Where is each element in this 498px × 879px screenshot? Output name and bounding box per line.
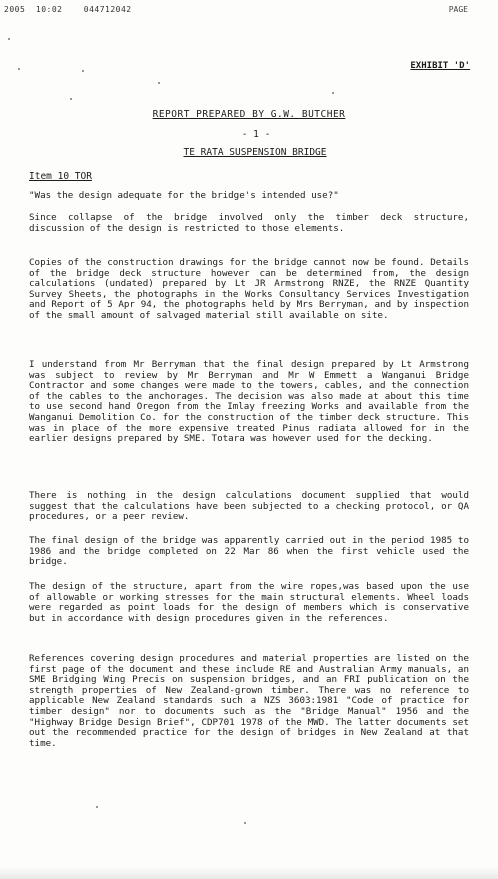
paragraph-question: "Was the design adequate for the bridge's intended use?" — [29, 190, 339, 201]
scan-speck — [96, 806, 98, 808]
scan-bottom-edge — [0, 867, 498, 879]
page-label: PAGE — [448, 5, 468, 14]
scan-speck — [244, 822, 246, 824]
paragraph: References covering design procedures and material properties are listed on the first page of the document and these include RE and Australian Army manuals, an SME Bridging Wing Precis on suspension bridges, and an FRI publication on the strength properties of New Zealand-grown timber. There was no reference to applicable New Zealand standards such a NZS 3603:1981 "Code of practice for timber design" nor to documents such as the "Bridge Manual" 1956 and the "Highway Bridge Design Brief", CDP701 1978 of the MWD. The latter documents set out the recommended practice for the design of bridges in New Zealand at that time. — [29, 653, 469, 749]
paragraph: Copies of the construction drawings for the bridge cannot now be found. Details of the bridge deck structure however can be determined from, the design calculations (undated) prepared by Lt JR Armstrong RNZE, the RNZE Quantity Survey Sheets, the photographs in the Works Consultancy Services Investigation and Report of 5 Apr 94, the photographs held by Mrs Berryman, and by inspection of the small amount of salvaged material still available on site. — [29, 257, 469, 321]
paragraph: The final design of the bridge was apparently carried out in the period 1985 to 1986 and the bridge completed on 22 Mar 86 when the first vehicle used the bridge. — [29, 535, 469, 568]
scan-speck — [18, 68, 20, 70]
page-number: - 1 - — [241, 129, 271, 140]
scan-speck — [158, 82, 160, 84]
item-heading: Item 10 TOR — [29, 171, 92, 182]
scan-speck — [70, 98, 72, 100]
scan-speck — [332, 92, 334, 94]
report-title: REPORT PREPARED BY G.W. BUTCHER — [152, 109, 346, 120]
report-subtitle: TE RATA SUSPENSION BRIDGE — [183, 147, 327, 158]
paragraph: I understand from Mr Berryman that the final design prepared by Lt Armstrong was subject to review by Mr Berryman and Mr W Emmett a Wanganui Bridge Contractor and some changes were made to the towers, cables, and the connection of the cables to the anchorages. The decision was also made at about this time to use second hand Oregon from the Imlay freezing Works and available from the Wanganui Demolition Co. for the construction of the timber deck structure. This was in place of the more expensive treated Pinus radiata allowed for in the earlier designs prepared by SME. Totara was however used for the decking. — [29, 359, 469, 445]
scan-speck — [8, 38, 10, 40]
scan-speck — [82, 70, 84, 72]
paragraph: There is nothing in the design calculations document supplied that would suggest that the calculations have been subjected to a checking protocol, or QA procedures, or a peer review. — [29, 490, 469, 523]
paragraph: Since collapse of the bridge involved only the timber deck structure, discussion of the design is restricted to those elements. — [29, 212, 469, 234]
exhibit-label: EXHIBIT 'D' — [410, 61, 470, 71]
paragraph: The design of the structure, apart from the wire ropes,was based upon the use of allowable or working stresses for the main structural elements. Wheel loads were regarded as point loads for the design of members which is conservative but in accordance with design procedures given in the references. — [29, 581, 469, 624]
fax-header: 2005 10:02 044712042 — [4, 5, 132, 14]
